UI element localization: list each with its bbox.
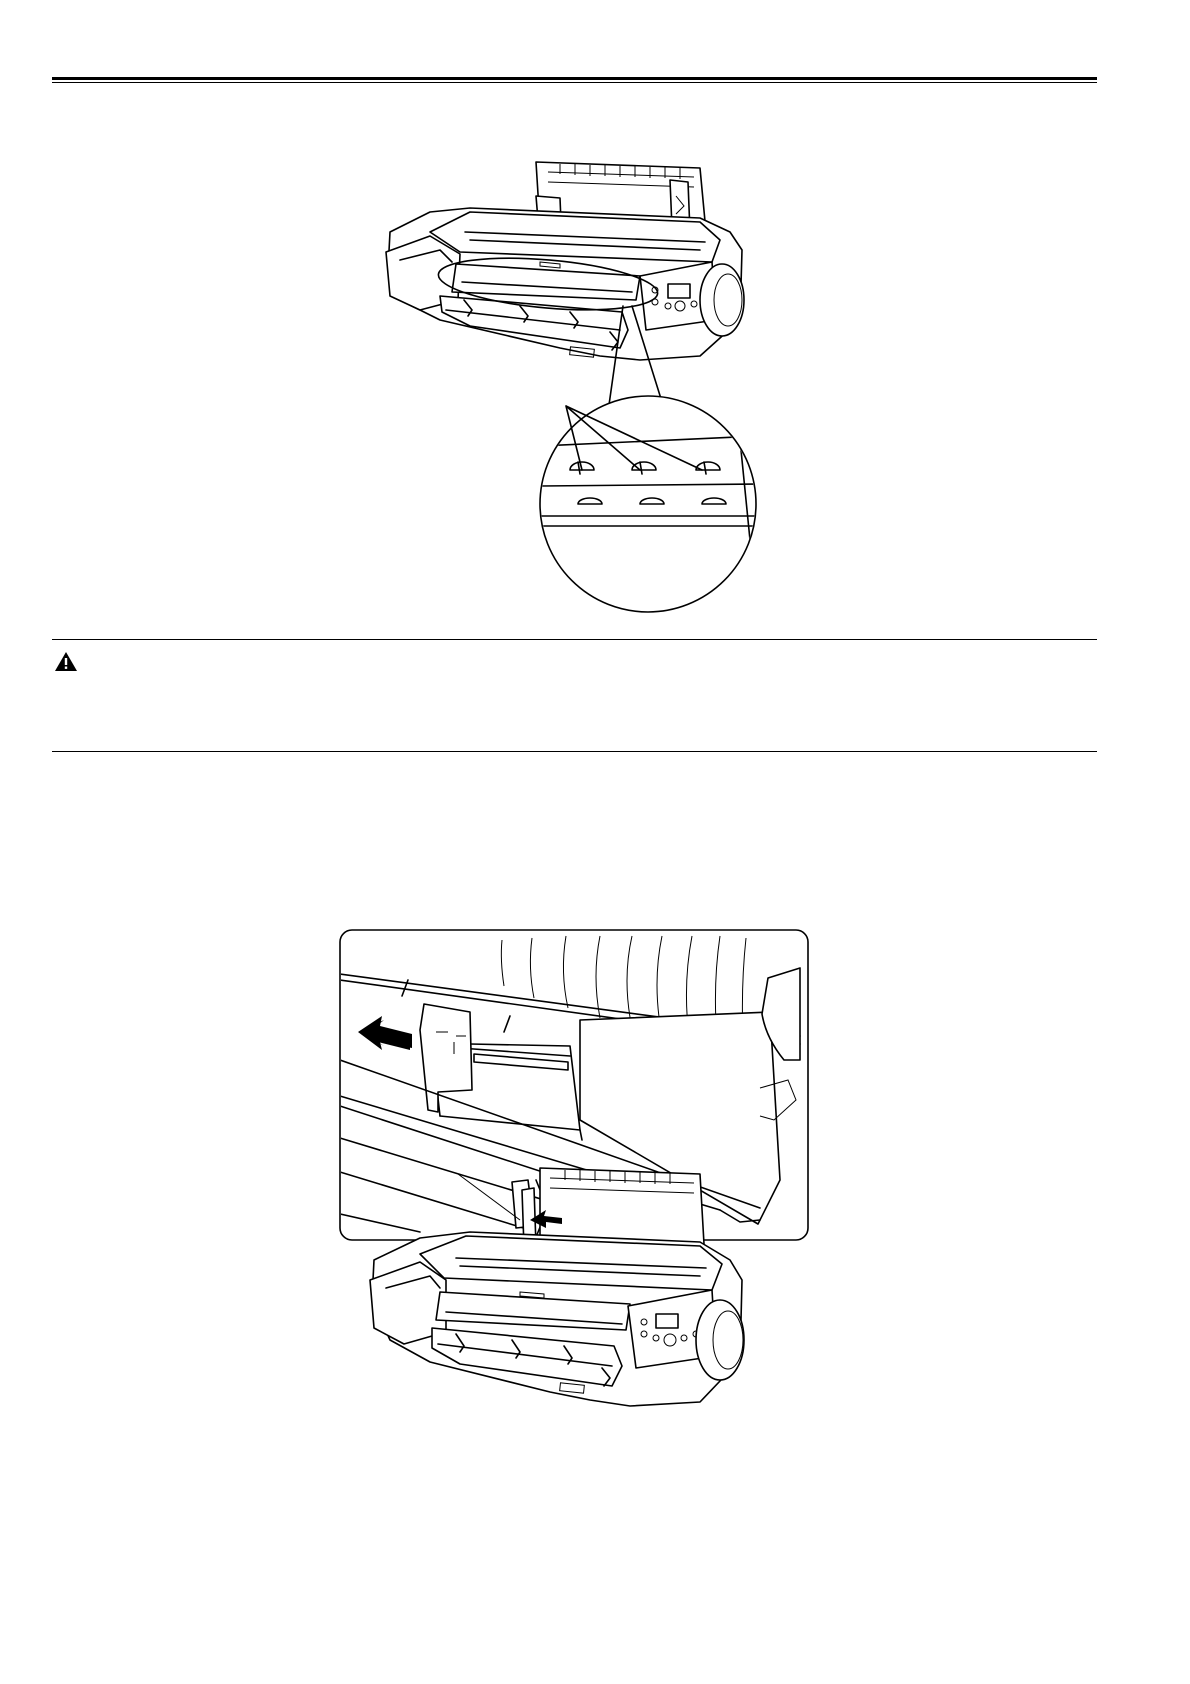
paper-guide-figure [0, 920, 1190, 1620]
caution-rule-top [52, 639, 1097, 640]
warning-triangle-icon [54, 651, 78, 672]
printer-roll-holder-figure [0, 0, 1190, 620]
caution-rule-bottom [52, 751, 1097, 752]
